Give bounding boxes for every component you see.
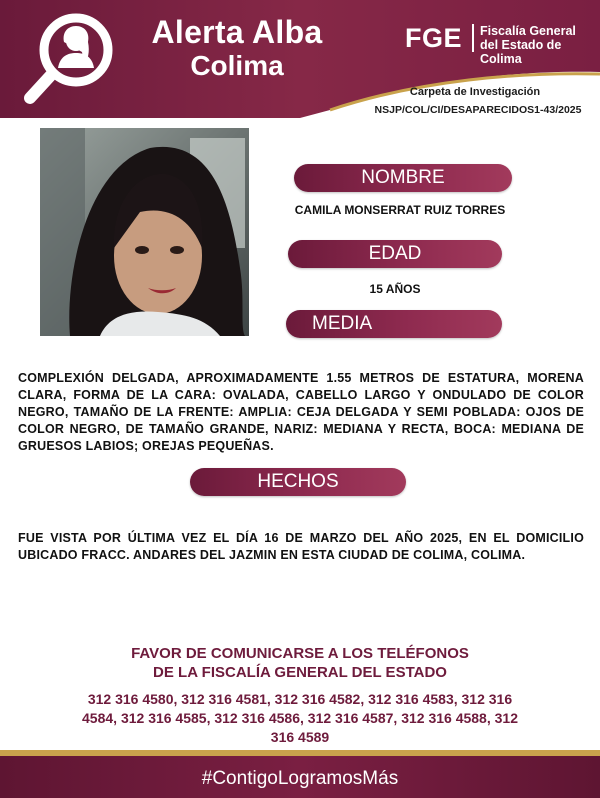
fge-name: Fiscalía General del Estado de Colima xyxy=(480,24,576,66)
facts-text: FUE VISTA POR ÚLTIMA VEZ EL DÍA 16 DE MARZO DEL AÑO 2025, EN EL DOMICILIO UBICADO FRACC. ANDARES DEL JAZMIN EN ESTA CIUDAD DE COLIMA, COLIMA. xyxy=(18,531,584,562)
media-label-pill xyxy=(286,310,502,338)
fge-logo-text: FGE xyxy=(405,23,463,53)
facts-label-pill xyxy=(190,468,406,496)
name-label: NOMBRE xyxy=(361,167,445,188)
contact-heading: FAVOR DE COMUNICARSE A LOS TELÉFONOS DE LA FISCALÍA GENERAL DEL ESTADO xyxy=(131,645,469,681)
case-file-label: Carpeta de Investigación xyxy=(409,86,541,98)
brand-subtitle: Colima xyxy=(190,50,284,81)
fge-divider xyxy=(472,24,474,52)
age-label: EDAD xyxy=(368,243,422,264)
media-label: MEDIA xyxy=(312,313,373,334)
facts-label: HECHOS xyxy=(257,471,339,492)
age-label-pill xyxy=(288,240,502,268)
header-banner xyxy=(0,0,600,118)
name-label-pill xyxy=(294,164,512,192)
footer-hashtag: #ContigoLogramosMás xyxy=(201,768,399,789)
magnifier-person-icon xyxy=(18,8,118,108)
missing-person-photo xyxy=(40,128,249,336)
brand-title: Alerta Alba xyxy=(151,14,323,50)
case-file-number: NSJP/COL/CI/DESAPARECIDOS1-43/2025 xyxy=(374,104,582,116)
phone-numbers: 312 316 4580, 312 316 4581, 312 316 4582, 312 316 4583, 312 316 4584, 312 316 4585, 312 316 4586, 312 316 4587, 312 316 4588, 312 316 4589 xyxy=(82,691,518,745)
physical-description: COMPLEXIÓN DELGADA, APROXIMADAMENTE 1.55 METROS DE ESTATURA, MORENA CLARA, FORMA DE LA CARA: OVALADA, CABELLO LARGO Y ONDULADO DE COLOR NEGRO, TAMAÑO DE LA FRENTE: AMPLIA: CEJA DELGADA Y SEMI POBLADA: OJOS DE COLOR NEGRO, DE TAMAÑO GRANDE, NARIZ: MEDIANA Y RECTA, BOCA: MEDIANA DE GRUESOS LABIOS; OREJAS PEQUEÑAS. xyxy=(18,371,584,453)
age-value: 15 AÑOS xyxy=(369,282,421,296)
name-value: CAMILA MONSERRAT RUIZ TORRES xyxy=(294,203,506,217)
